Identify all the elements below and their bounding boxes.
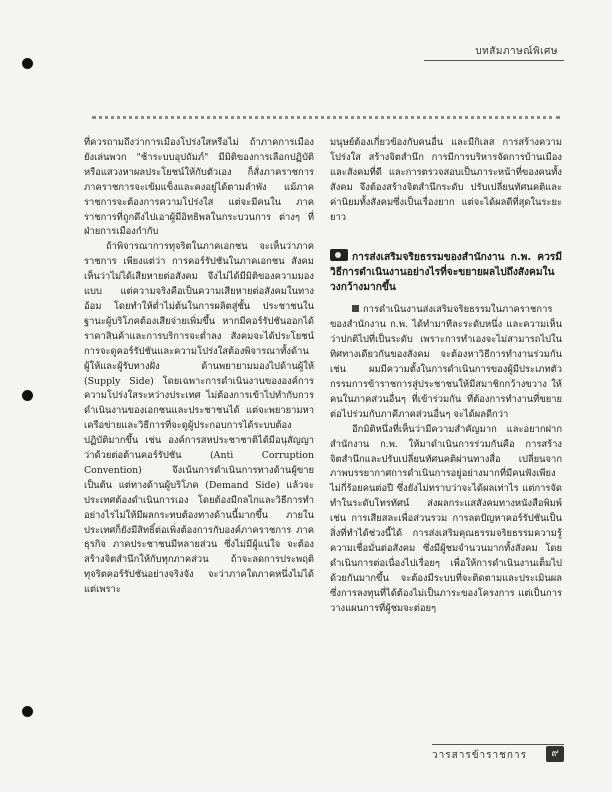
binder-hole [22,706,33,717]
header-rule [424,60,564,61]
journal-title: วารสารข้าราชการ [432,750,527,761]
left-column [84,136,314,598]
page-footer [432,744,564,764]
answer-text: การดำเนินงานส่งเสริมจริยธรรมในภาคราชการของสำนักงาน ก.พ. ได้ทำมาทีละระดับหนึ่ง และความเห็นว่าปกติไปที่เป็นระดับ เพราะการทำเองจะไม่สามารถไปในทิศทางเดียวกันของสังคม จะต้องหาวิธีการทำงานร่วมกัน เช่น ผมมีความตั้งในการดำเนินการของผู้มีประเภทตัวกรรมการข้าราชการสู่ประชาชนให้มีสมาชิกกว้างขวาง ให้คนในภาคส่วนอื่นๆ ที่เข้าร่วมกัน ที่ต้องการทำงานที่ขยายต่อไปร่วมกับภาคีภาคส่วนอื่นๆ จะได้ผลดีกว่า [330,304,562,420]
dotted-divider [92,116,560,119]
page-number: ๙ [546,746,564,762]
answer-paragraph [330,303,562,422]
paragraph: ที่ควรถามถึงว่าการเมืองโปร่งใสหรือไม่ ถ้าภาคการเมืองยังเล่นพวก "ช้าระบบอุปถัมภ์" มีมิติของการเลือกปฏิบัติหรือแสวงหาผลประโยชน์ให้กับตัวเอง ก็สั่งภาคราชการ ภาคราชการจะเข้มแข็งและคงอยู่ได้ตามลำพัง แม้ภาคราชการจะต้องการความโปร่งใส แต่จะมีคนใน ภาคราชการที่ถูกดึงไปเอาผู้มีอิทธิพลในกระบวนการ ต่างๆ ที่ฝ่ายการเมืองกำกับ [84,137,314,238]
page-header [424,40,564,64]
paragraph: อีกมิติหนึ่งที่เห็นว่ามีความสำคัญมาก และอยากฝากสำนักงาน ก.พ. ให้มาดำเนินการร่วมกันคือ การสร้างจิตสำนึกและปรับเปลี่ยนทัศนคติผ่านทางสื่อ เปลี่ยนจากภาพบรรยากาศการดำเนินการอยู่อย่างมากที่มีคนฟังเพียงไม่กี่ร้อยคนต่อปี ซึ่งยังไม่ทราบว่าจะได้ผลเท่าไร แต่การจัดทำในระดับโทรทัศน์ ส่งผลกระแสสังคมทางหนังสือพิมพ์ เช่น การเสียสละเพื่อส่วนรวม การลดปัญหาคอร์รัปชันเป็นสิ่งที่ทำได้ช่วงนี้ได้ การส่งเสริมคุณธรรมจริยธรรมความรู้ความเชื่อมั่นต่อสังคม ซึ่งมีผู้ชมจำนวนมากทั้งสังคม โดยดำเนินการต่อเนื่องไปเรื่อยๆ เพื่อให้การดำเนินงานเต็มไปด้วยกันมากขึ้น จะต้องมีระบบที่จะติดตามและประเมินผล ซึ่งการลงทุนที่ได้ต้องไม่เป็นภาระของโครงการ แต่เป็นการวางแผนการที่ผู้ชมจะต่อยๆ [330,423,562,614]
binder-hole [22,58,33,69]
answer-bullet-icon [352,305,359,312]
question-text: การส่งเสริมจริยธรรมของสำนักงาน ก.พ. ควรมีวิธีการดำเนินงานอย่างไรที่จะขยายผลไปถึงสังคมในวงกว้างมากขึ้น [330,252,562,294]
right-column [330,136,562,616]
paragraph: ถ้าพิจารณาการทุจริตในภาคเอกชน จะเห็นว่าภาคราชการ เพียงแต่ว่า การคอร์รัปชันในภาคเอกชน สังคมเห็นว่าไม่ได้เสียหายต่อสังคม จึงไม่ได้มีมิติของความมองแบบ แต่ความจริงคือเป็นความเสียหายต่อสังคมในทางอ้อม โดยทำให้ต่ำไม่ต้นในการผลิตสู่ชั้น ประชาชนในฐานะผู้บริโภคต้องเสียจ่ายเพิ่มขึ้น หากมีคอร์รัปชันออกได้ ราคาสินค้าและการบริการจะต่ำลง สังคมจะได้ประโยชน์ การจะดูคอร์รัปชันและความโปร่งใสต้องพิจารณาทั้งด้านผู้ให้และผู้รับทางฝั่ง ด้านพยายามมองไปด้านผู้ให้ (Supply Side) โดยเฉพาะการดำเนินงานขององค์การความโปร่งใสระหว่างประเทศ ไม่ต้องการเข้าไปทำกับการดำเนินงานของเอกชนและประชาชนได้ แต่จะพยายามหาเครือข่ายและวิธีการที่จะดูผู้ประกอบการได้ระบบต้องปฏิบัติมากขึ้น เช่น องค์การสหประชาชาติได้มีอนุสัญญาว่าด้วยต่อต้านคอร์รัปชัน (Anti Corruption Convention) จึงเน้นการดำเนินการทางด้านผู้ขายเป็นต้น แต่ทางด้านผู้บริโภค (Demand Side) แล้วจะประเทศต้องดำเนินการเอง โดยต้องมีกลไกและวิธีการทำอย่างไรไม่ให้มีผลกระทบต้องทางด้านนี้มากขึ้น ภายในประเทศก็ยังมีสิทธิ์ต่อเพิ่งต้องการกับองค์ภาคราชการ ภาคธุรกิจ ภาคประชาชนมีหลายส่วน ซึ่งไม่มีผู้แน่ใจ จะต้องสร้างจิตสำนึกให้กับทุกภาคส่วน ถ้าจะลดการประพฤติทุจริตคอร์รัปชันอย่างจริงจัง จะว่าภาคใดภาคหนึ่งไม่ได้ แต่เพราะ [84,241,314,596]
section-title: บทสัมภาษณ์พิเศษ [475,46,558,57]
footer-rule [432,744,564,745]
paragraph: มนุษย์ต้องเกี่ยวข้องกับคนอื่น และมีกิเลส การสร้างความโปร่งใส สร้างจิตสำนึก การมีการบริหารจัดการบ้านเมืองและสังคมที่ดี และการตรวจสอบเป็นภาระหน้าที่ของคนทั้งสังคม จึงต้องสร้างจิตสำนึกระดับ ปรับเปลี่ยนทัศนคติและค่านิยมทั้งสังคมซึ่งเป็นเรื่องยาก แต่จะได้ผลดีที่สุดในระยะยาว [330,137,562,223]
question-marker-icon [330,249,348,261]
binder-hole [22,390,33,401]
question-heading [330,249,562,295]
